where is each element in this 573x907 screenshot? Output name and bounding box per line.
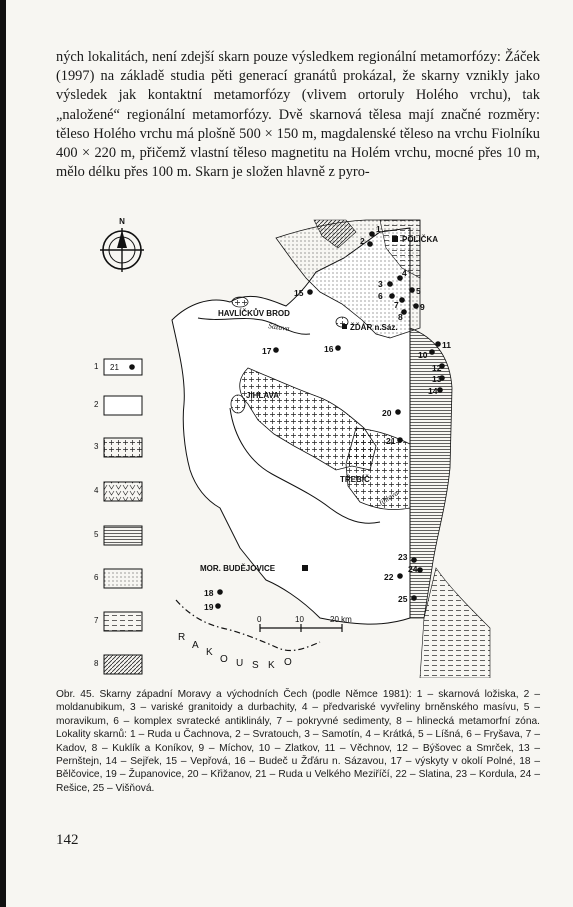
granite-small-jihlava [231,395,245,413]
scale-zero: 0 [257,615,262,624]
map-area [172,220,490,678]
map-svg [80,208,520,678]
compass-icon [100,217,144,272]
legend-swatch-moravicum [104,526,142,545]
granite-small-havlickuv-brod [232,297,248,307]
locality-2: 2 [360,236,365,246]
locality-16: 16 [324,344,334,354]
locality-13: 13 [432,374,442,384]
locality-15: 15 [294,288,304,298]
scale-bar [257,615,352,632]
legend-swatch-sediments [104,612,142,631]
locality-7: 7 [394,300,399,310]
page-number: 142 [56,832,79,848]
legend-swatch-brno-massif [104,482,142,501]
legend-number: 6 [94,573,99,582]
locality-6: 6 [378,291,383,301]
locality-20: 20 [382,408,392,418]
scan-edge [0,0,6,907]
locality-21: 21 [386,436,396,446]
locality-23: 23 [398,552,408,562]
legend-swatch-hlinsko [104,655,142,674]
river-label-jihlava: Jihlava [376,488,400,508]
legend-number: 8 [94,659,99,668]
town-policka: POLIČKA [402,235,438,244]
locality-1: 1 [376,224,381,234]
legend-number: 2 [94,400,99,409]
body-paragraph: ných lokalitách, není zdejší skarn pouze výsledkem regionální metamorfózy: Žáček (1997) na základě studia pěti generací granátů prokázal, že skarny vznikly jako výsledek jak kontaktní metamorfózy (vlivem ortoruly Holého vrchu), tak „naložené“ regionální metamorfózy. Dvě skarnová tělesa mají značné rozměry: těleso Holého vrchu má plošně 500 × 150 m, magdalenské těleso na vrchu Fiolníku 400 × 220 m, přičemž vlastní těleso magnetitu na Holém vrchu, mocné přes 10 m, mělo délku přes 100 m. Skarn je složen hlavně z pyro- [56,49,540,181]
country-letter: O [284,657,294,668]
legend-number: 4 [94,486,99,495]
sediments-south [420,568,490,678]
locality-4: 4 [402,268,407,278]
locality-11: 11 [442,340,451,350]
locality-5: 5 [416,286,421,296]
locality-24: 24 [408,564,418,574]
country-letter: S [252,660,261,671]
skarn-map-figure [80,208,520,678]
country-letter: A [192,640,201,651]
locality-17: 17 [262,346,272,356]
legend-marker-label: 21 [110,363,119,372]
scale-twenty: 20 km [330,615,352,624]
country-letter: K [268,660,277,671]
figure-caption [56,688,540,795]
legend-number: 7 [94,616,99,625]
legend-swatch-granitoids [104,438,142,457]
country-label [178,632,294,671]
country-letter: R [178,632,188,643]
town-trebic: TŘEBÍČ [340,475,370,484]
legend-swatch-moldanubicum [104,396,142,415]
legend-number: 5 [94,530,99,539]
legend [94,359,142,674]
country-letter: O [220,654,230,665]
locality-10: 10 [418,350,428,360]
caption-text: Obr. 45. Skarny západní Moravy a východních Čech (podle Němce 1981): 1 – skarnová ložiska, 2 – moldanubikum, 3 – variské granitoidy a durbachity, 4 – předvariské vyvřeliny brněnského masívu, 5 – moravikum, 6 – komplex svratecké antiklinály, 7 – pokryvné sedimenty, 8 – hlinecká metamorfní zóna. Lokality skarnů: 1 – Ruda u Čachnova, 2 – Svratouch, 3 – Samotín, 4 – Krátká, 5 – Líšná, 6 – Fryšava, 7 – Kadov, 8 – Kuklík a Koníkov, 9 – Míchov, 10 – Zlatkov, 11 – Věchnov, 12 – Býšovec a Smrček, 13 – Pernštejn, 14 – Sejřek, 15 – Vepřová, 16 – Budeč u Žďáru n. Sázavou, 17 – výskyty v okolí Polné, 18 – Bělčovice, 19 – Županovice, 20 – Křižanov, 21 – Ruda u Velkého Meziříčí, 22 – Slatina, 23 – Kordula, 24 – Rešice, 25 – Višňová. [56,689,540,794]
town-zdar: ŽĎÁR n.Sáz. [350,323,398,332]
river-label-sazava: Sázava [267,321,291,333]
locality-22: 22 [384,572,394,582]
locality-12: 12 [432,363,442,373]
scale-ten: 10 [295,615,304,624]
body-text [56,48,540,182]
town-havlickuv-brod: HAVLÍČKŮV BROD [218,309,290,318]
locality-14: 14 [428,386,438,396]
town-mor-budejovice: MOR. BUDĚJOVICE [200,564,276,573]
locality-25: 25 [398,594,408,604]
locality-18: 18 [204,588,214,598]
north-label: N [119,217,125,226]
legend-number: 1 [94,362,99,371]
locality-3: 3 [378,279,383,289]
legend-swatch-svratka [104,569,142,588]
country-letter: U [236,658,246,669]
country-letter: K [206,647,215,658]
locality-8: 8 [398,312,403,322]
legend-number: 3 [94,442,99,451]
locality-19: 19 [204,602,214,612]
locality-9: 9 [420,302,425,312]
town-jihlava: JIHLAVA [246,391,280,400]
moravicum-area [410,328,452,618]
